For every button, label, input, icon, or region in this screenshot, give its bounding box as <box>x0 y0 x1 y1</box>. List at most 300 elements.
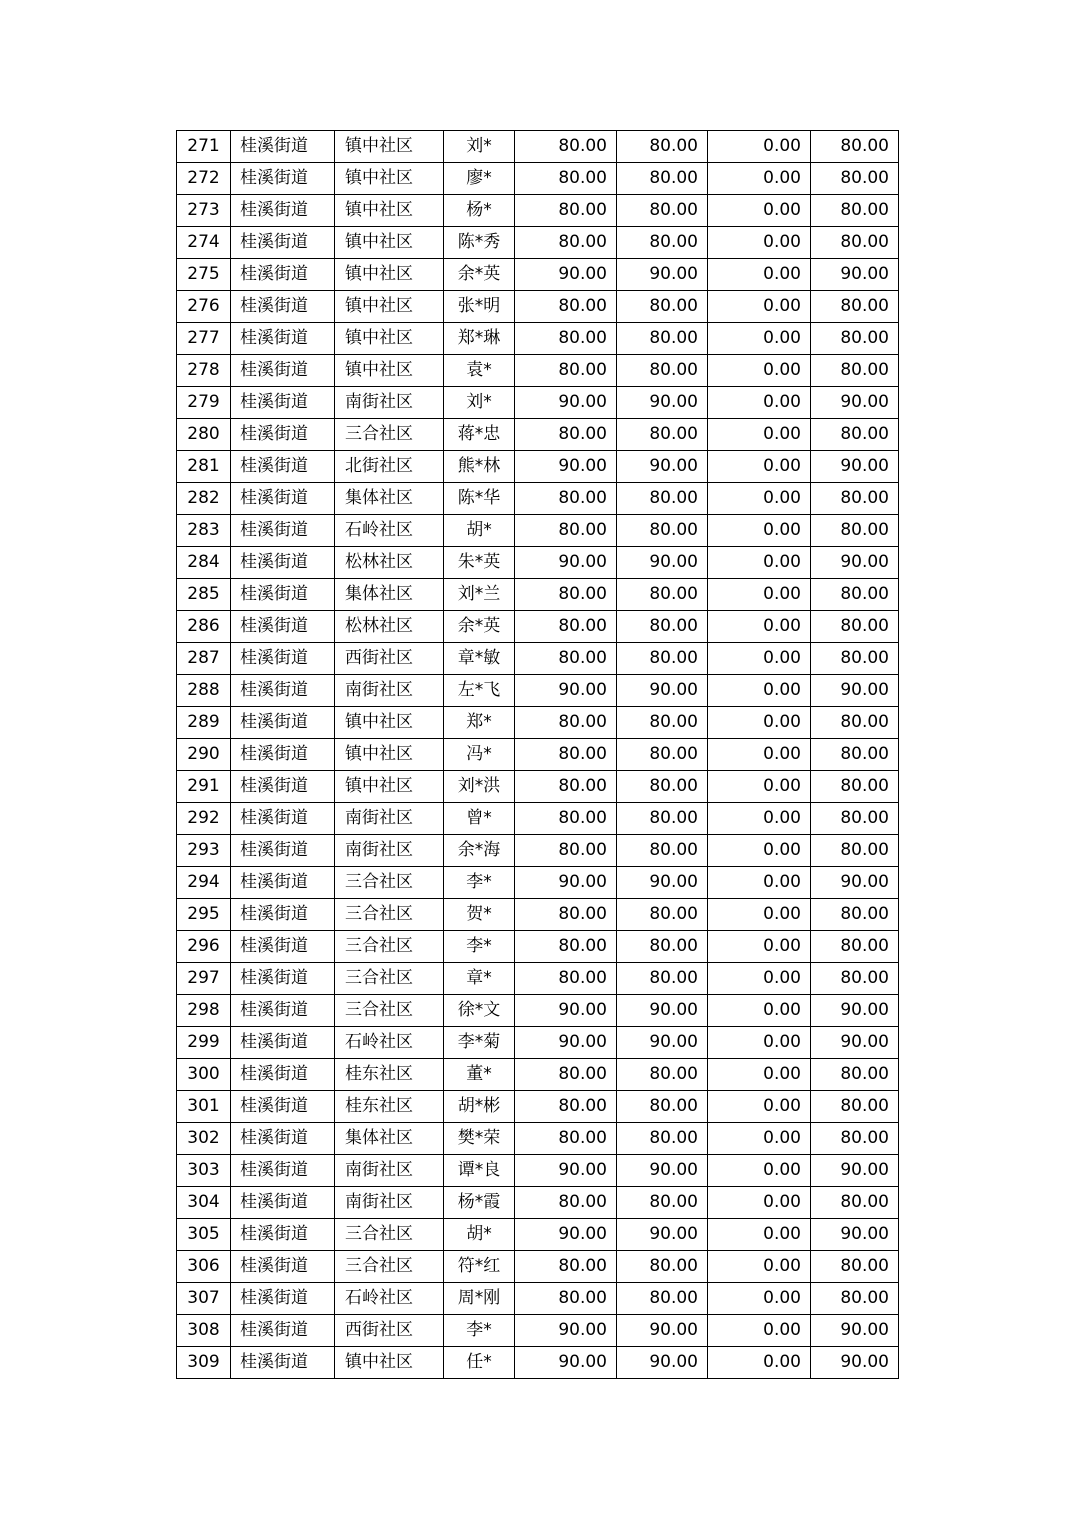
table-row <box>177 1347 899 1379</box>
amount-cell-4: 80.00 <box>811 963 899 995</box>
amount-cell-4: 80.00 <box>811 1283 899 1315</box>
community-cell: 镇中社区 <box>335 259 444 291</box>
name-cell: 周*刚 <box>444 1283 515 1315</box>
row-number-cell: 294 <box>177 867 231 899</box>
street-cell: 桂溪街道 <box>231 643 335 675</box>
amount-cell-3: 0.00 <box>708 899 811 931</box>
table-row <box>177 1123 899 1155</box>
amount-cell-2: 90.00 <box>617 1027 708 1059</box>
amount-cell-4: 90.00 <box>811 259 899 291</box>
row-number-cell: 304 <box>177 1187 231 1219</box>
amount-cell-4: 80.00 <box>811 419 899 451</box>
name-cell: 刘* <box>444 131 515 163</box>
table-row <box>177 963 899 995</box>
amount-cell-3: 0.00 <box>708 483 811 515</box>
amount-cell-3: 0.00 <box>708 163 811 195</box>
row-number-cell: 282 <box>177 483 231 515</box>
amount-cell-3: 0.00 <box>708 515 811 547</box>
street-cell: 桂溪街道 <box>231 739 335 771</box>
table-row <box>177 739 899 771</box>
name-cell: 袁* <box>444 355 515 387</box>
amount-cell-4: 80.00 <box>811 483 899 515</box>
amount-cell-4: 90.00 <box>811 1155 899 1187</box>
amount-cell-2: 90.00 <box>617 387 708 419</box>
name-cell: 余*英 <box>444 259 515 291</box>
amount-cell-4: 90.00 <box>811 675 899 707</box>
row-number-cell: 279 <box>177 387 231 419</box>
table-row <box>177 515 899 547</box>
table-row <box>177 579 899 611</box>
amount-cell-3: 0.00 <box>708 1283 811 1315</box>
amount-cell-1: 80.00 <box>515 419 617 451</box>
amount-cell-3: 0.00 <box>708 707 811 739</box>
community-cell: 松林社区 <box>335 547 444 579</box>
row-number-cell: 300 <box>177 1059 231 1091</box>
street-cell: 桂溪街道 <box>231 419 335 451</box>
table-row <box>177 387 899 419</box>
community-cell: 镇中社区 <box>335 1347 444 1379</box>
amount-cell-2: 80.00 <box>617 739 708 771</box>
community-cell: 西街社区 <box>335 1315 444 1347</box>
name-cell: 贺* <box>444 899 515 931</box>
amount-cell-4: 80.00 <box>811 931 899 963</box>
table-row <box>177 291 899 323</box>
street-cell: 桂溪街道 <box>231 771 335 803</box>
amount-cell-3: 0.00 <box>708 931 811 963</box>
amount-cell-2: 90.00 <box>617 1155 708 1187</box>
street-cell: 桂溪街道 <box>231 675 335 707</box>
table-row <box>177 227 899 259</box>
name-cell: 李*菊 <box>444 1027 515 1059</box>
row-number-cell: 302 <box>177 1123 231 1155</box>
amount-cell-1: 80.00 <box>515 739 617 771</box>
amount-cell-2: 80.00 <box>617 419 708 451</box>
table-row <box>177 323 899 355</box>
row-number-cell: 271 <box>177 131 231 163</box>
amount-cell-2: 80.00 <box>617 227 708 259</box>
street-cell: 桂溪街道 <box>231 1251 335 1283</box>
amount-cell-1: 90.00 <box>515 1027 617 1059</box>
community-cell: 南街社区 <box>335 1155 444 1187</box>
street-cell: 桂溪街道 <box>231 1315 335 1347</box>
amount-cell-4: 80.00 <box>811 355 899 387</box>
table-row <box>177 1027 899 1059</box>
amount-cell-2: 80.00 <box>617 323 708 355</box>
row-number-cell: 299 <box>177 1027 231 1059</box>
table-row <box>177 707 899 739</box>
row-number-cell: 272 <box>177 163 231 195</box>
name-cell: 朱*英 <box>444 547 515 579</box>
amount-cell-4: 80.00 <box>811 1187 899 1219</box>
table-row <box>177 771 899 803</box>
amount-cell-1: 80.00 <box>515 1091 617 1123</box>
name-cell: 刘* <box>444 387 515 419</box>
amount-cell-4: 80.00 <box>811 579 899 611</box>
amount-cell-4: 80.00 <box>811 1091 899 1123</box>
name-cell: 胡* <box>444 515 515 547</box>
amount-cell-3: 0.00 <box>708 1251 811 1283</box>
name-cell: 郑*琳 <box>444 323 515 355</box>
street-cell: 桂溪街道 <box>231 483 335 515</box>
street-cell: 桂溪街道 <box>231 323 335 355</box>
community-cell: 镇中社区 <box>335 291 444 323</box>
row-number-cell: 285 <box>177 579 231 611</box>
name-cell: 陈*秀 <box>444 227 515 259</box>
row-number-cell: 307 <box>177 1283 231 1315</box>
amount-cell-2: 90.00 <box>617 995 708 1027</box>
community-cell: 南街社区 <box>335 835 444 867</box>
street-cell: 桂溪街道 <box>231 579 335 611</box>
street-cell: 桂溪街道 <box>231 963 335 995</box>
amount-cell-1: 80.00 <box>515 163 617 195</box>
row-number-cell: 277 <box>177 323 231 355</box>
name-cell: 胡*彬 <box>444 1091 515 1123</box>
table-row <box>177 835 899 867</box>
name-cell: 谭*良 <box>444 1155 515 1187</box>
row-number-cell: 305 <box>177 1219 231 1251</box>
amount-cell-4: 90.00 <box>811 387 899 419</box>
community-cell: 镇中社区 <box>335 163 444 195</box>
amount-cell-1: 80.00 <box>515 131 617 163</box>
name-cell: 廖* <box>444 163 515 195</box>
amount-cell-3: 0.00 <box>708 259 811 291</box>
street-cell: 桂溪街道 <box>231 1027 335 1059</box>
amount-cell-1: 80.00 <box>515 1123 617 1155</box>
street-cell: 桂溪街道 <box>231 259 335 291</box>
amount-cell-4: 80.00 <box>811 739 899 771</box>
community-cell: 镇中社区 <box>335 323 444 355</box>
community-cell: 镇中社区 <box>335 131 444 163</box>
amount-cell-2: 90.00 <box>617 259 708 291</box>
amount-cell-4: 80.00 <box>811 131 899 163</box>
amount-cell-2: 80.00 <box>617 803 708 835</box>
row-number-cell: 293 <box>177 835 231 867</box>
table-row <box>177 419 899 451</box>
name-cell: 余*英 <box>444 611 515 643</box>
table-row <box>177 1251 899 1283</box>
street-cell: 桂溪街道 <box>231 515 335 547</box>
amount-cell-2: 80.00 <box>617 1187 708 1219</box>
street-cell: 桂溪街道 <box>231 163 335 195</box>
amount-cell-4: 80.00 <box>811 291 899 323</box>
amount-cell-2: 90.00 <box>617 451 708 483</box>
community-cell: 镇中社区 <box>335 707 444 739</box>
street-cell: 桂溪街道 <box>231 227 335 259</box>
amount-cell-2: 80.00 <box>617 483 708 515</box>
table-body <box>177 131 899 1379</box>
amount-cell-1: 90.00 <box>515 451 617 483</box>
amount-cell-1: 80.00 <box>515 227 617 259</box>
amount-cell-2: 80.00 <box>617 1283 708 1315</box>
amount-cell-4: 80.00 <box>811 707 899 739</box>
amount-cell-1: 80.00 <box>515 483 617 515</box>
amount-cell-3: 0.00 <box>708 1315 811 1347</box>
community-cell: 集体社区 <box>335 1123 444 1155</box>
table-row <box>177 995 899 1027</box>
table-row <box>177 483 899 515</box>
amount-cell-4: 80.00 <box>811 611 899 643</box>
street-cell: 桂溪街道 <box>231 131 335 163</box>
amount-cell-1: 80.00 <box>515 323 617 355</box>
amount-cell-2: 80.00 <box>617 1123 708 1155</box>
amount-cell-2: 90.00 <box>617 1315 708 1347</box>
table-row <box>177 451 899 483</box>
name-cell: 樊*荣 <box>444 1123 515 1155</box>
table-row <box>177 803 899 835</box>
name-cell: 曾* <box>444 803 515 835</box>
amount-cell-1: 90.00 <box>515 675 617 707</box>
name-cell: 杨*霞 <box>444 1187 515 1219</box>
amount-cell-1: 80.00 <box>515 707 617 739</box>
amount-cell-4: 90.00 <box>811 1219 899 1251</box>
amount-cell-1: 90.00 <box>515 1219 617 1251</box>
data-table <box>176 130 899 1379</box>
amount-cell-1: 80.00 <box>515 1059 617 1091</box>
table-row <box>177 867 899 899</box>
amount-cell-3: 0.00 <box>708 803 811 835</box>
amount-cell-4: 80.00 <box>811 899 899 931</box>
amount-cell-1: 80.00 <box>515 579 617 611</box>
amount-cell-4: 80.00 <box>811 803 899 835</box>
name-cell: 郑* <box>444 707 515 739</box>
row-number-cell: 278 <box>177 355 231 387</box>
amount-cell-3: 0.00 <box>708 1347 811 1379</box>
amount-cell-2: 80.00 <box>617 611 708 643</box>
row-number-cell: 292 <box>177 803 231 835</box>
amount-cell-2: 80.00 <box>617 931 708 963</box>
amount-cell-3: 0.00 <box>708 195 811 227</box>
name-cell: 李* <box>444 1315 515 1347</box>
community-cell: 三合社区 <box>335 963 444 995</box>
name-cell: 任* <box>444 1347 515 1379</box>
amount-cell-2: 80.00 <box>617 355 708 387</box>
amount-cell-2: 80.00 <box>617 515 708 547</box>
community-cell: 南街社区 <box>335 1187 444 1219</box>
name-cell: 蒋*忠 <box>444 419 515 451</box>
amount-cell-1: 80.00 <box>515 771 617 803</box>
amount-cell-2: 90.00 <box>617 867 708 899</box>
amount-cell-3: 0.00 <box>708 323 811 355</box>
table-row <box>177 1091 899 1123</box>
street-cell: 桂溪街道 <box>231 867 335 899</box>
community-cell: 镇中社区 <box>335 355 444 387</box>
community-cell: 三合社区 <box>335 1251 444 1283</box>
amount-cell-3: 0.00 <box>708 1219 811 1251</box>
street-cell: 桂溪街道 <box>231 387 335 419</box>
amount-cell-3: 0.00 <box>708 1027 811 1059</box>
name-cell: 陈*华 <box>444 483 515 515</box>
name-cell: 章* <box>444 963 515 995</box>
amount-cell-2: 80.00 <box>617 899 708 931</box>
amount-cell-1: 90.00 <box>515 387 617 419</box>
amount-cell-4: 90.00 <box>811 451 899 483</box>
amount-cell-3: 0.00 <box>708 387 811 419</box>
amount-cell-1: 80.00 <box>515 899 617 931</box>
street-cell: 桂溪街道 <box>231 1123 335 1155</box>
amount-cell-1: 90.00 <box>515 1347 617 1379</box>
amount-cell-2: 80.00 <box>617 1059 708 1091</box>
amount-cell-2: 80.00 <box>617 1091 708 1123</box>
name-cell: 徐*文 <box>444 995 515 1027</box>
amount-cell-3: 0.00 <box>708 547 811 579</box>
table-row <box>177 1315 899 1347</box>
table-row <box>177 195 899 227</box>
amount-cell-4: 80.00 <box>811 227 899 259</box>
table-row <box>177 1187 899 1219</box>
table-row <box>177 675 899 707</box>
street-cell: 桂溪街道 <box>231 195 335 227</box>
row-number-cell: 289 <box>177 707 231 739</box>
street-cell: 桂溪街道 <box>231 1155 335 1187</box>
amount-cell-4: 90.00 <box>811 1347 899 1379</box>
amount-cell-1: 80.00 <box>515 931 617 963</box>
amount-cell-1: 90.00 <box>515 1155 617 1187</box>
name-cell: 冯* <box>444 739 515 771</box>
community-cell: 西街社区 <box>335 643 444 675</box>
amount-cell-3: 0.00 <box>708 1155 811 1187</box>
community-cell: 三合社区 <box>335 899 444 931</box>
row-number-cell: 287 <box>177 643 231 675</box>
row-number-cell: 273 <box>177 195 231 227</box>
row-number-cell: 308 <box>177 1315 231 1347</box>
amount-cell-4: 80.00 <box>811 771 899 803</box>
amount-cell-4: 80.00 <box>811 195 899 227</box>
community-cell: 石岭社区 <box>335 515 444 547</box>
row-number-cell: 288 <box>177 675 231 707</box>
name-cell: 李* <box>444 931 515 963</box>
amount-cell-1: 80.00 <box>515 1251 617 1283</box>
amount-cell-1: 80.00 <box>515 515 617 547</box>
amount-cell-4: 80.00 <box>811 835 899 867</box>
amount-cell-1: 90.00 <box>515 995 617 1027</box>
row-number-cell: 291 <box>177 771 231 803</box>
community-cell: 三合社区 <box>335 931 444 963</box>
amount-cell-2: 80.00 <box>617 643 708 675</box>
row-number-cell: 275 <box>177 259 231 291</box>
amount-cell-3: 0.00 <box>708 611 811 643</box>
community-cell: 三合社区 <box>335 995 444 1027</box>
amount-cell-3: 0.00 <box>708 771 811 803</box>
community-cell: 南街社区 <box>335 675 444 707</box>
name-cell: 符*红 <box>444 1251 515 1283</box>
amount-cell-2: 90.00 <box>617 1219 708 1251</box>
row-number-cell: 286 <box>177 611 231 643</box>
street-cell: 桂溪街道 <box>231 451 335 483</box>
table-row <box>177 131 899 163</box>
street-cell: 桂溪街道 <box>231 1283 335 1315</box>
amount-cell-3: 0.00 <box>708 579 811 611</box>
amount-cell-2: 80.00 <box>617 579 708 611</box>
amount-cell-2: 80.00 <box>617 771 708 803</box>
amount-cell-4: 90.00 <box>811 867 899 899</box>
community-cell: 北街社区 <box>335 451 444 483</box>
amount-cell-3: 0.00 <box>708 1059 811 1091</box>
community-cell: 镇中社区 <box>335 771 444 803</box>
amount-cell-1: 80.00 <box>515 195 617 227</box>
table-row <box>177 1059 899 1091</box>
row-number-cell: 295 <box>177 899 231 931</box>
amount-cell-1: 80.00 <box>515 643 617 675</box>
table-row <box>177 899 899 931</box>
row-number-cell: 298 <box>177 995 231 1027</box>
amount-cell-2: 90.00 <box>617 675 708 707</box>
amount-cell-3: 0.00 <box>708 291 811 323</box>
amount-cell-3: 0.00 <box>708 1123 811 1155</box>
amount-cell-1: 80.00 <box>515 803 617 835</box>
name-cell: 刘*兰 <box>444 579 515 611</box>
amount-cell-3: 0.00 <box>708 419 811 451</box>
street-cell: 桂溪街道 <box>231 899 335 931</box>
community-cell: 集体社区 <box>335 579 444 611</box>
amount-cell-4: 90.00 <box>811 1315 899 1347</box>
amount-cell-3: 0.00 <box>708 355 811 387</box>
street-cell: 桂溪街道 <box>231 931 335 963</box>
name-cell: 胡* <box>444 1219 515 1251</box>
name-cell: 张*明 <box>444 291 515 323</box>
amount-cell-1: 80.00 <box>515 291 617 323</box>
row-number-cell: 274 <box>177 227 231 259</box>
row-number-cell: 283 <box>177 515 231 547</box>
community-cell: 三合社区 <box>335 867 444 899</box>
amount-cell-3: 0.00 <box>708 227 811 259</box>
street-cell: 桂溪街道 <box>231 291 335 323</box>
community-cell: 镇中社区 <box>335 739 444 771</box>
row-number-cell: 290 <box>177 739 231 771</box>
amount-cell-1: 90.00 <box>515 547 617 579</box>
table-row <box>177 1219 899 1251</box>
community-cell: 集体社区 <box>335 483 444 515</box>
amount-cell-4: 80.00 <box>811 515 899 547</box>
community-cell: 桂东社区 <box>335 1059 444 1091</box>
amount-cell-1: 80.00 <box>515 835 617 867</box>
document-page <box>176 130 899 1379</box>
table-row <box>177 611 899 643</box>
street-cell: 桂溪街道 <box>231 547 335 579</box>
amount-cell-3: 0.00 <box>708 131 811 163</box>
table-row <box>177 355 899 387</box>
table-row <box>177 931 899 963</box>
community-cell: 南街社区 <box>335 387 444 419</box>
name-cell: 李* <box>444 867 515 899</box>
street-cell: 桂溪街道 <box>231 1059 335 1091</box>
amount-cell-2: 80.00 <box>617 131 708 163</box>
table-row <box>177 1155 899 1187</box>
amount-cell-2: 80.00 <box>617 963 708 995</box>
amount-cell-4: 80.00 <box>811 163 899 195</box>
amount-cell-3: 0.00 <box>708 643 811 675</box>
amount-cell-4: 90.00 <box>811 1027 899 1059</box>
street-cell: 桂溪街道 <box>231 355 335 387</box>
amount-cell-3: 0.00 <box>708 675 811 707</box>
amount-cell-2: 80.00 <box>617 195 708 227</box>
amount-cell-3: 0.00 <box>708 995 811 1027</box>
street-cell: 桂溪街道 <box>231 995 335 1027</box>
community-cell: 桂东社区 <box>335 1091 444 1123</box>
community-cell: 石岭社区 <box>335 1283 444 1315</box>
amount-cell-1: 80.00 <box>515 1187 617 1219</box>
amount-cell-2: 80.00 <box>617 163 708 195</box>
amount-cell-2: 90.00 <box>617 547 708 579</box>
amount-cell-2: 80.00 <box>617 1251 708 1283</box>
amount-cell-1: 80.00 <box>515 963 617 995</box>
amount-cell-1: 80.00 <box>515 355 617 387</box>
amount-cell-2: 80.00 <box>617 707 708 739</box>
table-row <box>177 1283 899 1315</box>
community-cell: 三合社区 <box>335 1219 444 1251</box>
street-cell: 桂溪街道 <box>231 611 335 643</box>
name-cell: 董* <box>444 1059 515 1091</box>
street-cell: 桂溪街道 <box>231 707 335 739</box>
